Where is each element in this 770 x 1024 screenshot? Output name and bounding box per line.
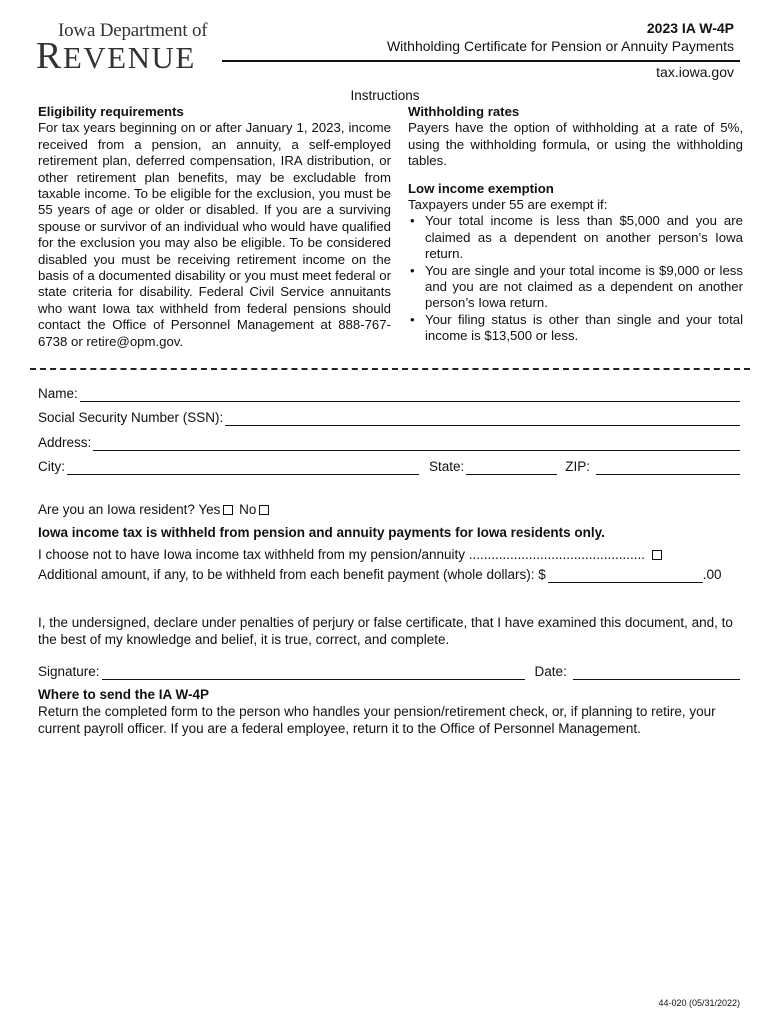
logo-initial: R [36,35,63,77]
opt-out-row [38,547,740,563]
additional-amount-row [38,565,738,583]
low-income-heading: Low income exemption [408,180,554,196]
instructions-title: Instructions [350,88,420,103]
website-link[interactable]: tax.iowa.gov [656,64,734,80]
rates-heading: Withholding rates [408,104,520,119]
address-label: Address: [38,434,92,450]
resident-question: Are you an Iowa resident? [38,502,195,517]
state-label: State: [429,458,465,474]
rates-section [408,104,743,345]
withheld-notice: Iowa income tax is withheld from pension and annuity payments for Iowa residents only. [38,525,605,540]
low-income-list [408,213,743,344]
form-code: 44-020 (05/31/2022) [658,998,740,1008]
declaration-text: I, the undersigned, declare under penalties of perjury or false certificate, that I have examined this document, and, to the best of my knowledge and belief, it is true, correct, and complete. [38,615,733,647]
address-row [38,433,740,451]
ssn-label: Social Security Number (SSN): [38,409,224,425]
ssn-field[interactable] [225,413,740,426]
send-body: Return the completed form to the person who handles your pension/retirement check, or, if planning to retire, your current payroll officer. If you are a federal employee, return it to the Office of Personnel Management. [38,704,716,736]
list-item: • Your filing status is other than single and your total income is $13,500 or less. [408,312,743,345]
yes-label: Yes [198,502,221,517]
name-field[interactable] [80,389,740,402]
signature-field[interactable] [102,667,525,680]
rates-body: Payers have the option of withholding at a rate of 5%, using the withholding formula, or using the withholding tables. [408,120,743,169]
eligibility-body: For tax years beginning on or after January 1, 2023, income received from a pension, an annuity, a self-employed retirement plan, deferred compensation, IRA distribution, or other retirement plan benefits, may be excludable from taxable income. To be eligible for the exclusion, you must be 55 years of age or older or disabled. If you are a surviving spouse or survivor of an individual who would have qualified for the exclusion you may also be eligible. To be considered disabled you must be receiving retirement income on the basis of a documented disability or you must meet federal or state criteria for disability. Federal Civil Service annuitants who want Iowa tax withheld from federal pensions should contact the Office of Personnel Management at 888-767-6738 or retire@opm.gov. [38,120,391,349]
cut-line-divider [30,368,750,370]
state-field[interactable] [466,462,557,475]
eligibility-section [38,104,391,350]
city-field[interactable] [67,462,419,475]
low-income-intro: Taxpayers under 55 are exempt if: [408,197,608,213]
additional-amount-cents: .00 [702,566,722,582]
header-divider [222,60,740,62]
date-label: Date: [534,663,567,679]
eligibility-heading: Eligibility requirements [38,104,184,119]
send-heading: Where to send the IA W-4P [38,687,209,702]
iowa-revenue-logo [36,20,211,77]
zip-label: ZIP: [565,458,591,474]
additional-amount-field[interactable] [548,570,703,583]
form-id: 2023 IA W-4P [646,20,734,36]
logo-top-text: Iowa Department of [58,20,208,41]
opt-out-text: I choose not to have Iowa income tax withheld from my pension/annuity [38,547,465,562]
ssn-row [38,408,740,426]
logo-bottom-text [36,36,196,78]
name-row [38,384,740,402]
no-checkbox[interactable] [259,505,269,515]
signature-label: Signature: [38,663,100,679]
send-section [38,686,736,737]
resident-question-row [38,502,740,518]
address-field[interactable] [93,438,740,451]
no-label: No [239,502,257,517]
yes-checkbox[interactable] [223,505,233,515]
zip-field[interactable] [596,462,740,475]
city-state-zip-row [38,457,740,475]
list-item: • Your total income is less than $5,000 and you are claimed as a dependent on another person’s Iowa return. [408,213,743,262]
date-field[interactable] [573,667,740,680]
additional-amount-label: Additional amount, if any, to be withheld from each benefit payment (whole dollars): $ [38,566,546,582]
city-label: City: [38,458,65,474]
logo-rest: EVENUE [62,40,196,75]
list-item: • You are single and your total income is $9,000 or less and you are not claimed as a dependent on another person’s Iowa return. [408,263,743,312]
name-label: Name: [38,385,78,401]
opt-out-leader: ............................................... [468,547,646,562]
form-subtitle: Withholding Certificate for Pension or Annuity Payments [386,38,734,54]
opt-out-checkbox[interactable] [652,550,662,560]
signature-row [38,662,740,680]
